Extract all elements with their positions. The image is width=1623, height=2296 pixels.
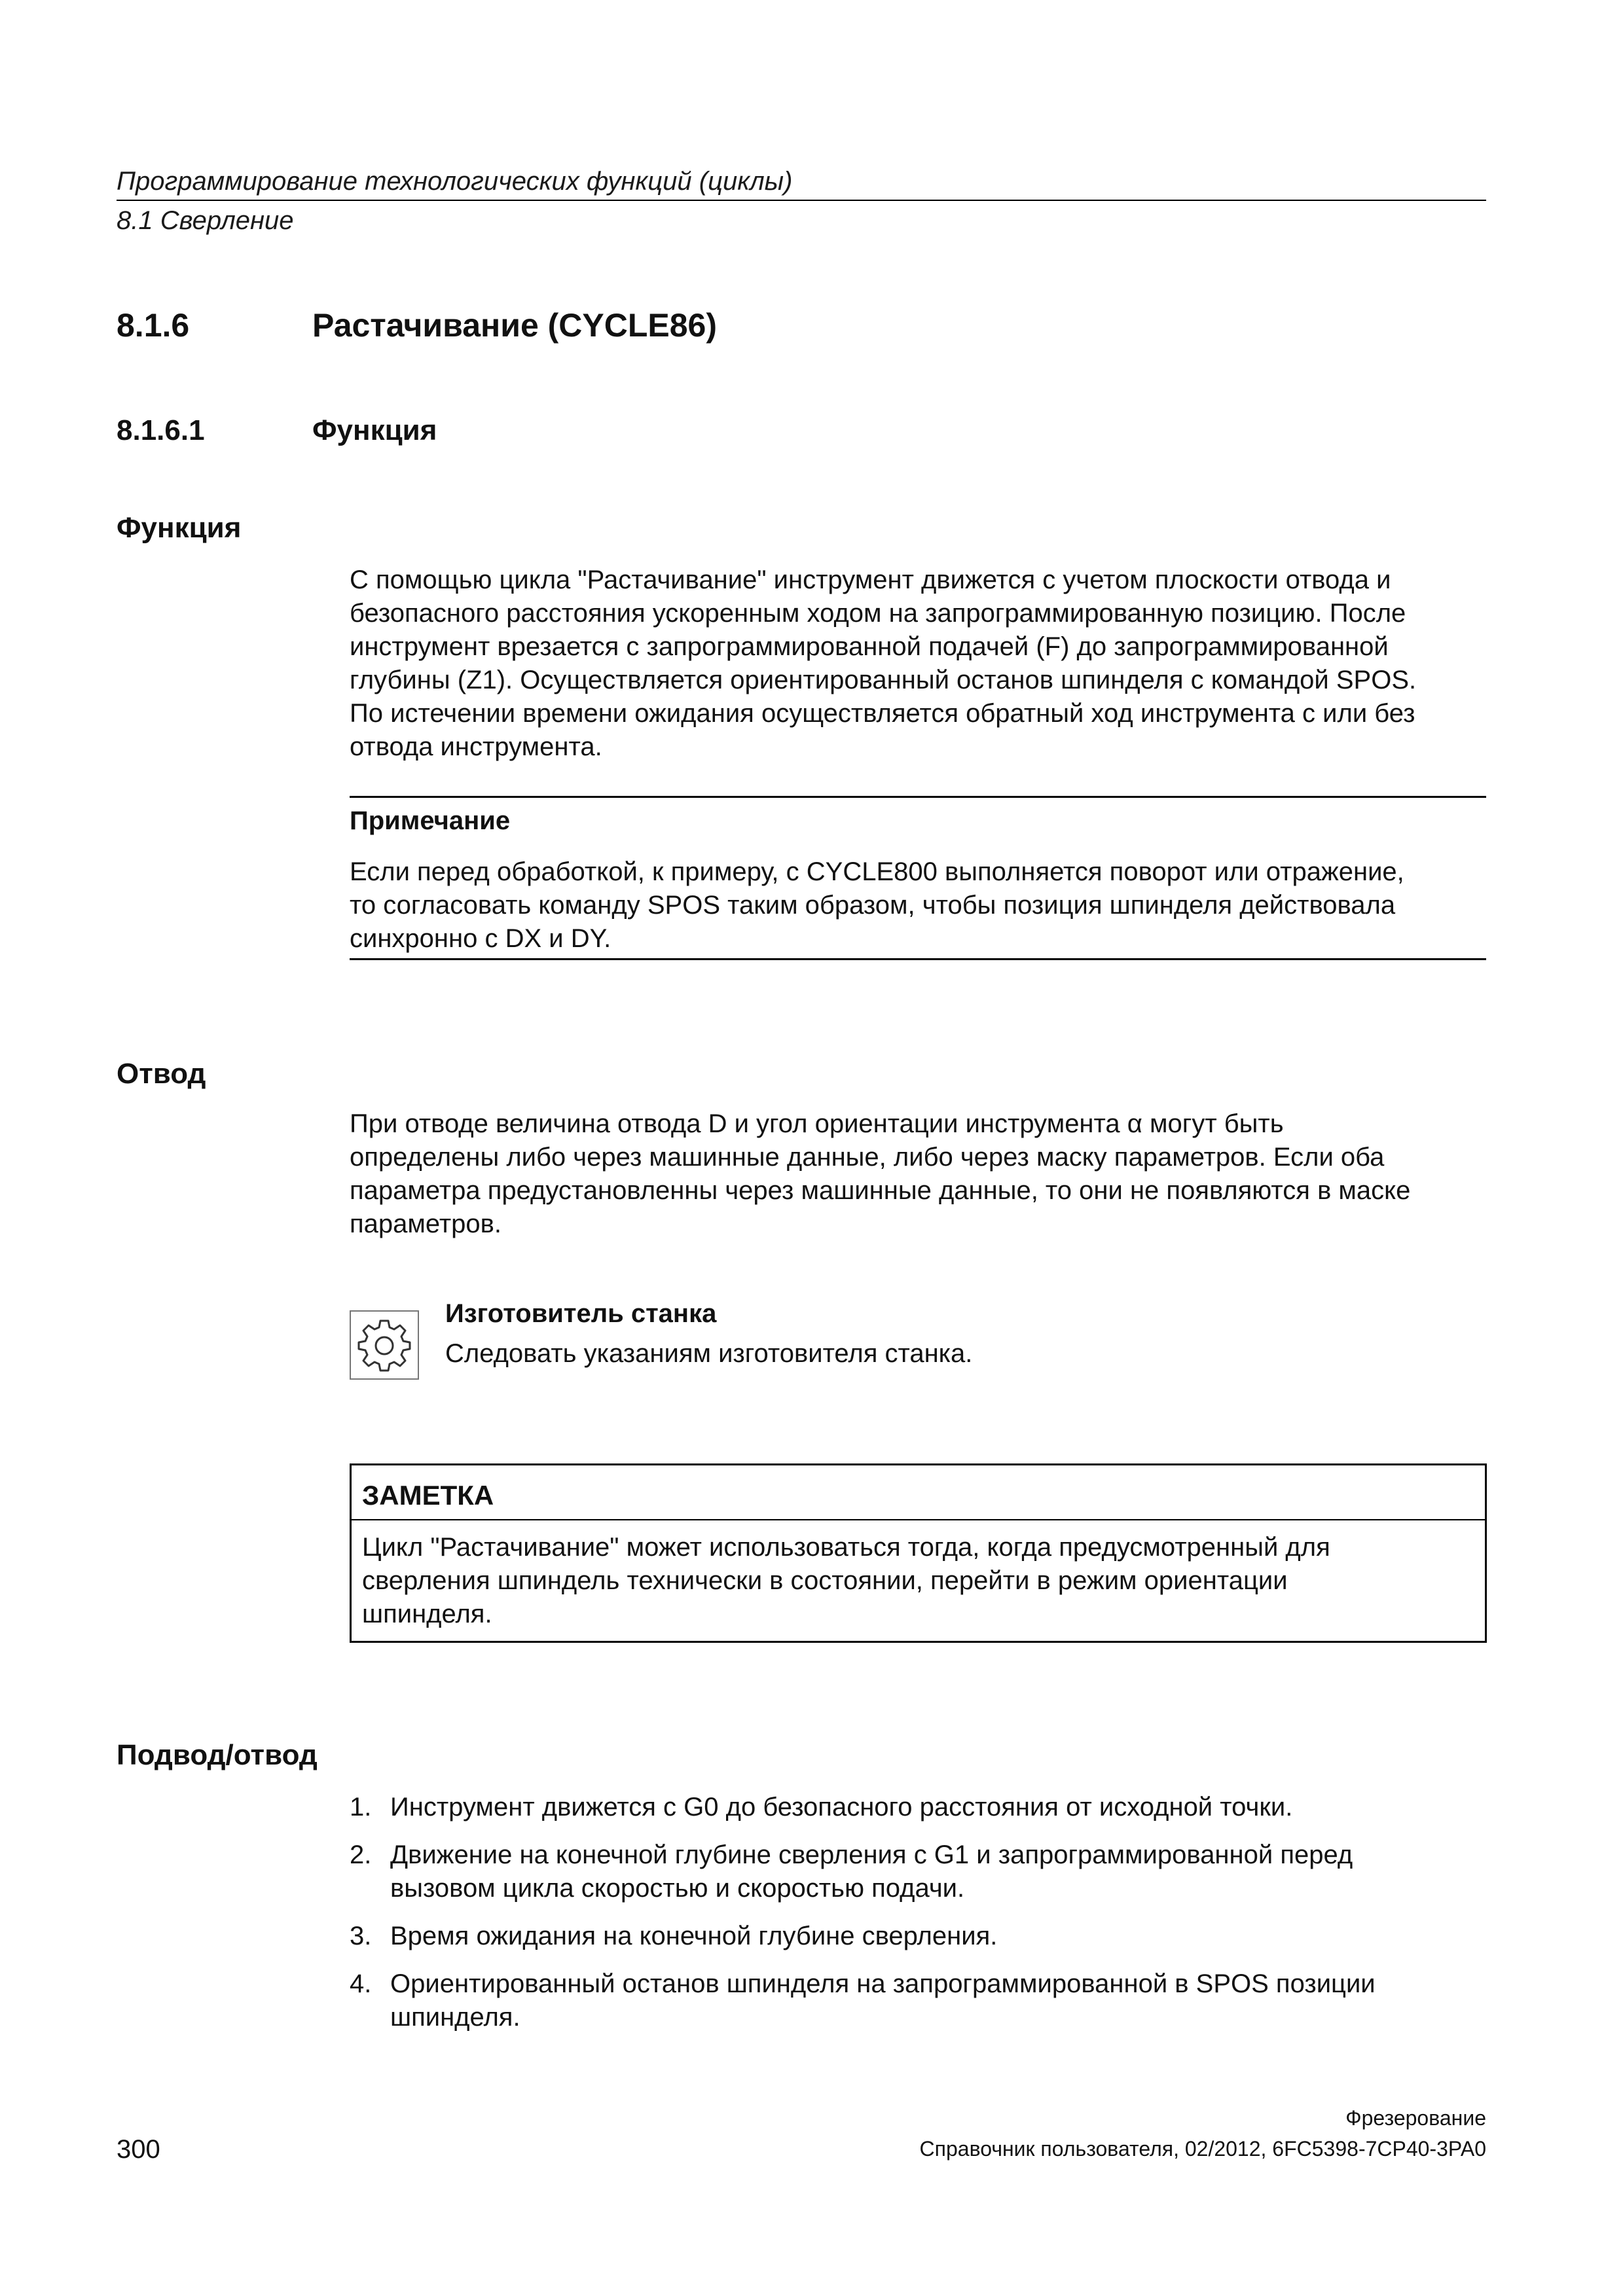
manufacturer-title: Изготовитель станка bbox=[445, 1299, 717, 1328]
text-line: вызовом цикла скоростью и скоростью подачи. bbox=[390, 1874, 965, 1903]
note-top-rule bbox=[350, 796, 1486, 798]
text-line: Время ожидания на конечной глубине сверления. bbox=[390, 1922, 998, 1950]
gear-icon bbox=[351, 1312, 418, 1378]
text-line: параметра предустановленны через машинные данные, то они не появляются в маске bbox=[350, 1176, 1411, 1205]
text-line: При отводе величина отвода D и угол ориентации инструмента α могут быть bbox=[350, 1109, 1284, 1138]
notice-text bbox=[362, 1531, 1468, 1631]
notice-title: ЗАМЕТКА bbox=[362, 1480, 494, 1511]
list-item bbox=[350, 1920, 1489, 1953]
text-line: то согласовать команду SPOS таким образом, чтобы позиция шпинделя действовала bbox=[350, 891, 1396, 920]
text-line: инструмент врезается с запрограммированной подачей (F) до запрограммированной bbox=[350, 632, 1389, 661]
retract-side-heading: Отвод bbox=[117, 1058, 206, 1090]
text-line: шпинделя. bbox=[362, 1600, 492, 1628]
running-header-chapter: Программирование технологических функций (циклы) bbox=[117, 167, 793, 196]
retract-paragraph bbox=[350, 1107, 1489, 1241]
heading2-number: 8.1.6.1 bbox=[117, 414, 205, 446]
note-text bbox=[350, 855, 1486, 956]
list-item bbox=[350, 1967, 1489, 2034]
heading2-title: Функция bbox=[312, 414, 437, 446]
page-number: 300 bbox=[117, 2135, 160, 2164]
step-number: 1. bbox=[350, 1793, 372, 1821]
text-line: сверления шпиндель технически в состоянии, перейти в режим ориентации bbox=[362, 1566, 1288, 1595]
step-number: 2. bbox=[350, 1840, 372, 1869]
text-line: глубины (Z1). Осуществляется ориентированный останов шпинделя с командой SPOS. bbox=[350, 666, 1417, 694]
text-line: безопасного расстояния ускоренным ходом на запрограммированную позицию. После bbox=[350, 599, 1406, 628]
text-line: определены либо через машинные данные, либо через маску параметров. Если оба bbox=[350, 1143, 1385, 1172]
manufacturer-text: Следовать указаниям изготовителя станка. bbox=[445, 1339, 973, 1368]
text-line: Движение на конечной глубине сверления с G1 и запрограммированной перед bbox=[390, 1840, 1353, 1869]
list-item bbox=[350, 1839, 1489, 1905]
approach-side-heading: Подвод/отвод bbox=[117, 1739, 318, 1771]
machine-manufacturer-icon-frame bbox=[350, 1310, 419, 1380]
footer-manual-info: Справочник пользователя, 02/2012, 6FC5398-7CP40-3PA0 bbox=[919, 2137, 1486, 2161]
text-line: Ориентированный останов шпинделя на запрограммированной в SPOS позиции bbox=[390, 1969, 1376, 1998]
text-line: шпинделя. bbox=[390, 2003, 520, 2032]
step-number: 4. bbox=[350, 1969, 372, 1998]
footer-book-title: Фрезерование bbox=[1345, 2106, 1486, 2130]
text-line: параметров. bbox=[350, 1210, 501, 1238]
function-side-heading: Функция bbox=[117, 512, 242, 544]
running-header-section: 8.1 Сверление bbox=[117, 206, 294, 235]
text-line: синхронно с DX и DY. bbox=[350, 924, 611, 953]
notice-box bbox=[350, 1463, 1487, 1643]
heading1-title: Растачивание (CYCLE86) bbox=[312, 307, 718, 344]
note-bottom-rule bbox=[350, 958, 1486, 960]
approach-steps-list bbox=[350, 1791, 1489, 2049]
heading1-number: 8.1.6 bbox=[117, 307, 190, 344]
text-line: Если перед обработкой, к примеру, с CYCLE800 выполняется поворот или отражение, bbox=[350, 857, 1404, 886]
text-line: Инструмент движется с G0 до безопасного расстояния от исходной точки. bbox=[390, 1793, 1293, 1821]
function-paragraph bbox=[350, 564, 1489, 764]
list-item bbox=[350, 1791, 1489, 1824]
text-line: По истечении времени ожидания осуществляется обратный ход инструмента с или без bbox=[350, 699, 1415, 728]
header-divider bbox=[117, 200, 1486, 201]
text-line: Цикл "Растачивание" может использоваться тогда, когда предусмотренный для bbox=[362, 1533, 1330, 1562]
text-line: отвода инструмента. bbox=[350, 732, 602, 761]
note-title: Примечание bbox=[350, 806, 511, 835]
text-line: С помощью цикла "Растачивание" инструмент движется с учетом плоскости отвода и bbox=[350, 565, 1391, 594]
step-number: 3. bbox=[350, 1922, 372, 1950]
notice-header bbox=[352, 1465, 1485, 1520]
